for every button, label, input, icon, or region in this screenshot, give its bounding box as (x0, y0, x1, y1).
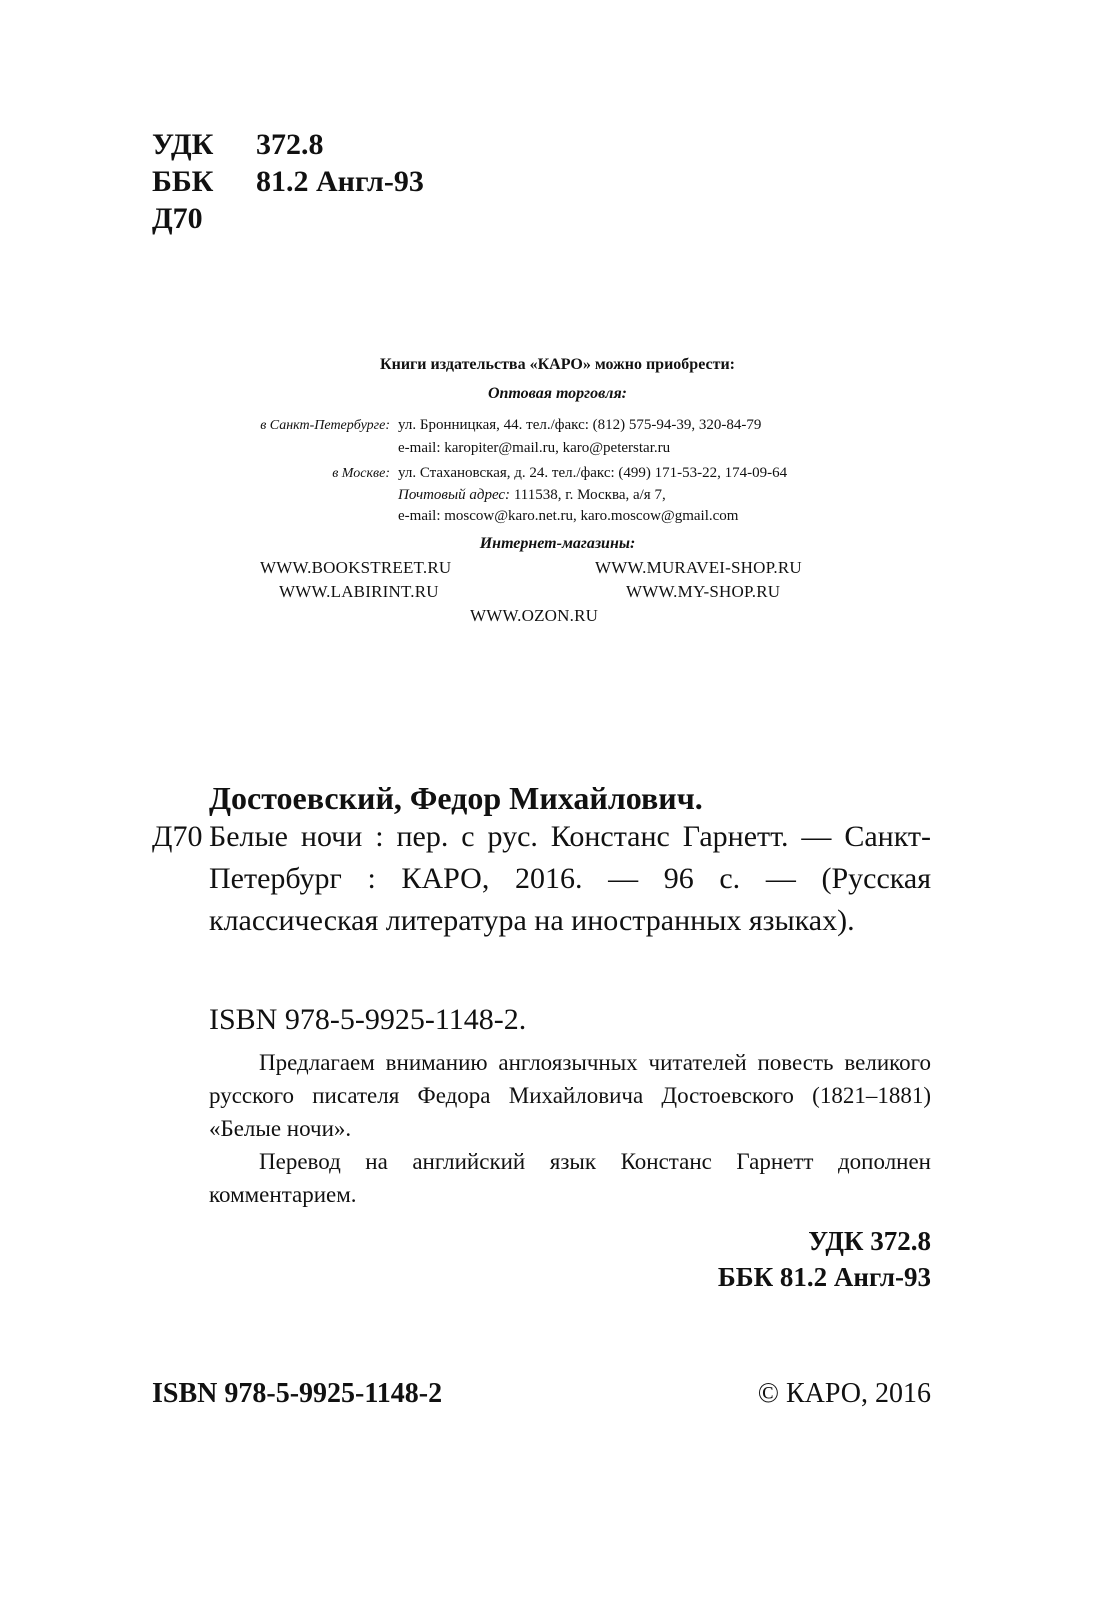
record-description: Белые ночи : пер. с рус. Констанс Гарнетт. — Санкт-Петербург : КАРО, 2016. — 96 с. — (Русская классическая литература на иностранных языках). (209, 820, 931, 937)
spb-label: в Санкт-Петербурге: (260, 418, 390, 433)
udk-value: 372.8 (256, 128, 324, 161)
shop-link: WWW.BOOKSTREET.RU (260, 558, 452, 577)
record-code: Д70 (152, 820, 203, 853)
record-isbn: ISBN 978-5-9925-1148-2. (209, 1003, 527, 1036)
shop-link: WWW.OZON.RU (470, 606, 599, 625)
spb-address: ул. Бронницкая, 44. тел./факс: (812) 575-94-39, 320-84-79 (398, 417, 762, 433)
annotation-paragraph: Предлагаем вниманию англоязычных читателей повесть великого русского писателя Федора Михайловича Достоевского (1821–1881) «Белые ночи». (209, 1050, 931, 1141)
postal-value: 111538, г. Москва, а/я 7, (510, 487, 666, 503)
annotation-paragraph: Перевод на английский язык Констанс Гарнетт дополнен комментарием. (209, 1149, 931, 1207)
moscow-address: ул. Стахановская, д. 24. тел./факс: (499) 171-53-22, 174-09-64 (398, 465, 788, 481)
footer-isbn: ISBN 978-5-9925-1148-2 (152, 1378, 443, 1409)
shop-link: WWW.LABIRINT.RU (279, 582, 439, 601)
tail-udk: УДК 372.8 (808, 1226, 931, 1256)
tail-bbk: ББК 81.2 Англ-93 (717, 1262, 931, 1292)
shop-link: WWW.MY-SHOP.RU (626, 582, 781, 601)
bbk-label: ББК (152, 165, 214, 198)
postal-label: Почтовый адрес: (398, 487, 511, 503)
moscow-label: в Москве: (332, 466, 390, 481)
moscow-email: e-mail: moscow@karo.net.ru, karo.moscow@gmail.com (398, 508, 739, 524)
record-author: Достоевский, Федор Михайлович. (209, 780, 703, 816)
udk-label: УДК (152, 128, 214, 161)
bbk-value: 81.2 Англ-93 (256, 165, 424, 198)
sales-heading: Книги издательства «КАРО» можно приобрести: (380, 356, 735, 373)
online-heading: Интернет-магазины: (479, 535, 636, 552)
shop-link: WWW.MURAVEI-SHOP.RU (595, 558, 802, 577)
author-mark: Д70 (152, 202, 203, 235)
wholesale-heading: Оптовая торговля: (487, 385, 628, 402)
moscow-postal (398, 487, 666, 504)
spb-email: e-mail: karopiter@mail.ru, karo@peterstar.ru (398, 440, 671, 456)
footer-copyright: © КАРО, 2016 (757, 1378, 931, 1409)
annotation (209, 1046, 931, 1211)
